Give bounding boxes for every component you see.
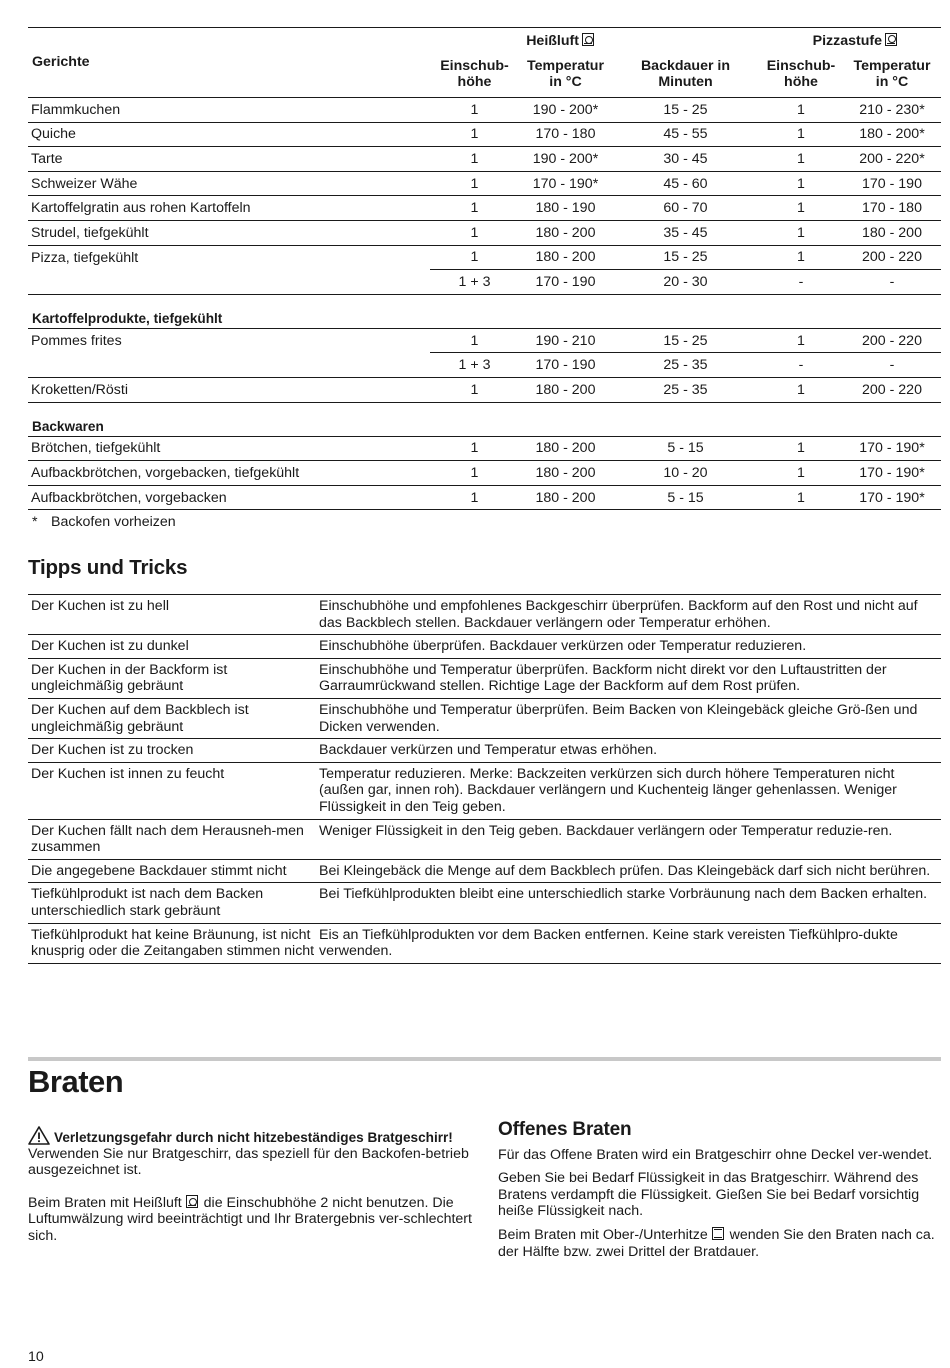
cell-h-level: 1 bbox=[430, 196, 519, 221]
tip-solution: Backdauer verkürzen und Temperatur etwas erhöhen. bbox=[319, 742, 658, 759]
cell-duration: 15 - 25 bbox=[612, 328, 759, 353]
cell-h-level: 1 bbox=[430, 485, 519, 510]
section-potato-products-label: Kartoffelprodukte, tiefgekühlt bbox=[28, 294, 941, 328]
cell-h-temp: 180 - 200 bbox=[519, 485, 612, 510]
cell-p-temp: - bbox=[843, 353, 941, 378]
braten-left-column bbox=[28, 1126, 473, 1244]
cell-p-level: 1 bbox=[759, 147, 843, 172]
table-row bbox=[28, 461, 941, 486]
baking-table bbox=[28, 27, 941, 510]
tips-title: Tipps und Tricks bbox=[28, 556, 188, 579]
cell-dish bbox=[28, 270, 430, 295]
cell-dish: Aufbackbrötchen, vorgebacken bbox=[28, 485, 430, 510]
col-header-temp-heissluft bbox=[519, 52, 612, 98]
footnote-text: Backofen vorheizen bbox=[51, 514, 176, 530]
tip-solution: Einschubhöhe überprüfen. Backdauer verkürzen oder Temperatur reduzieren. bbox=[319, 638, 807, 655]
cell-p-level: 1 bbox=[759, 377, 843, 402]
cell-h-temp: 180 - 200 bbox=[519, 436, 612, 461]
col-header-level-line2: höhe bbox=[784, 74, 818, 91]
col-header-level-heissluft bbox=[430, 52, 519, 98]
tip-problem: Der Kuchen auf dem Backblech ist ungleichmäßig gebräunt bbox=[31, 701, 249, 735]
cell-duration: 25 - 35 bbox=[612, 353, 759, 378]
cell-p-level: 1 bbox=[759, 122, 843, 147]
col-header-temp-line2: in °C bbox=[875, 74, 909, 91]
cell-h-temp: 180 - 200 bbox=[519, 220, 612, 245]
col-header-temp-line1: Temperatur bbox=[527, 58, 604, 75]
cell-h-level: 1 bbox=[430, 461, 519, 486]
offenes-braten-title: Offenes Braten bbox=[498, 1119, 632, 1140]
cell-dish: Kroketten/Rösti bbox=[28, 377, 430, 402]
tip-problem: Tiefkühlprodukt ist nach dem Backen unterschiedlich stark gebräunt bbox=[31, 886, 264, 919]
warning-title: Verletzungsgefahr durch nicht hitzebeständiges Bratgeschirr! bbox=[54, 1130, 453, 1145]
cell-h-temp: 180 - 200 bbox=[519, 245, 612, 270]
col-header-duration bbox=[612, 52, 759, 98]
cell-h-level: 1 bbox=[430, 436, 519, 461]
cell-p-temp: 180 - 200* bbox=[843, 122, 941, 147]
table-row bbox=[28, 122, 941, 147]
cell-h-level: 1 bbox=[430, 171, 519, 196]
cell-dish: Brötchen, tiefgekühlt bbox=[28, 436, 430, 461]
table-column-header bbox=[28, 52, 941, 98]
tip-solution: Temperatur reduzieren. Merke: Backzeiten verkürzen sich durch höhere Temperaturen nicht (außen gar, innen roh). Backdauer verlängern und Kuchenteig länger gehenlassen. Weniger Flüssigkeit in den Teig geben. bbox=[319, 765, 897, 815]
cell-dish: Aufbackbrötchen, vorgebacken, tiefgekühlt bbox=[28, 461, 430, 486]
table-row bbox=[28, 196, 941, 221]
table-group-header bbox=[28, 28, 941, 52]
cell-h-temp: 170 - 190* bbox=[519, 171, 612, 196]
hot-air-fan-icon bbox=[186, 1195, 198, 1208]
tips-row bbox=[28, 859, 941, 883]
tip-solution: Einschubhöhe und Temperatur überprüfen. Backform nicht direkt vor den Luftaustritten der Garraumrückwand stellen. Richtige Lage der Backform auf dem Rost prüfen. bbox=[319, 661, 887, 695]
heissluft-note bbox=[28, 1195, 473, 1245]
tips-row bbox=[28, 635, 941, 659]
cell-duration: 5 - 15 bbox=[612, 436, 759, 461]
group-pizzastufe bbox=[759, 28, 941, 52]
tip-solution: Weniger Flüssigkeit in den Teig geben. Backdauer verlängern oder Temperatur reduzie-ren. bbox=[319, 822, 893, 839]
cell-dish: Quiche bbox=[28, 122, 430, 147]
tip-problem: Der Kuchen in der Backform ist ungleichmäßig gebräunt bbox=[31, 661, 228, 695]
tip-solution: Einschubhöhe und Temperatur überprüfen. Beim Backen von Kleingebäck gleiche Grö-ßen und Dicken verwenden. bbox=[319, 701, 918, 735]
table-row bbox=[28, 485, 941, 510]
cell-dish: Schweizer Wähe bbox=[28, 171, 430, 196]
tips-row bbox=[28, 698, 941, 738]
cell-h-level: 1 bbox=[430, 98, 519, 123]
cell-p-level: 1 bbox=[759, 220, 843, 245]
cell-h-level: 1 + 3 bbox=[430, 353, 519, 378]
col-header-level-line2: höhe bbox=[457, 74, 492, 91]
cell-duration: 60 - 70 bbox=[612, 196, 759, 221]
tip-problem: Der Kuchen ist zu trocken bbox=[31, 742, 194, 759]
cell-p-temp: 200 - 220* bbox=[843, 147, 941, 172]
cell-h-temp: 180 - 200 bbox=[519, 377, 612, 402]
heissluft-note-b: die Einschubhöhe 2 nicht benutzen. Die Luftumwälzung wird beeinträchtigt und Ihr Bratergebnis ver-schlechtert sich. bbox=[28, 1194, 472, 1244]
offenes-paragraph-3a: Beim Braten mit Ober-/Unterhitze bbox=[498, 1226, 708, 1243]
cell-duration: 5 - 15 bbox=[612, 485, 759, 510]
tips-row bbox=[28, 739, 941, 763]
tip-problem: Der Kuchen ist zu dunkel bbox=[31, 638, 189, 655]
col-header-level-line1: Einschub- bbox=[440, 58, 509, 75]
table-row bbox=[28, 328, 941, 353]
warning-heading bbox=[28, 1126, 473, 1146]
tips-row bbox=[28, 819, 941, 859]
tip-problem: Der Kuchen fällt nach dem Herausneh-men zusammen bbox=[31, 822, 304, 856]
col-header-duration-line1: Backdauer in bbox=[640, 58, 731, 75]
cell-duration: 45 - 60 bbox=[612, 171, 759, 196]
cell-p-level: - bbox=[759, 270, 843, 295]
section-bakery-label: Backwaren bbox=[28, 402, 941, 436]
section-bakery bbox=[28, 402, 941, 436]
cell-h-temp: 180 - 200 bbox=[519, 461, 612, 486]
cell-dish: Pommes frites bbox=[31, 332, 122, 349]
section-potato-products bbox=[28, 294, 941, 328]
cell-dish: Pizza, tiefgekühlt bbox=[31, 249, 139, 266]
tip-solution: Bei Kleingebäck die Menge auf dem Backblech prüfen. Das Kleingebäck darf sich nicht berühren. bbox=[319, 862, 931, 879]
offenes-paragraph-2: Geben Sie bei Bedarf Flüssigkeit in das Bratgeschirr. Während des Bratens verdampft die Flüssigkeit. Gießen Sie bei Bedarf vorsichtig heiße Flüssigkeit nach. bbox=[498, 1170, 920, 1220]
table-row bbox=[28, 245, 941, 270]
cell-h-temp: 170 - 190 bbox=[519, 270, 612, 295]
col-header-temp-line2: in °C bbox=[549, 74, 582, 91]
cell-h-temp: 190 - 200* bbox=[519, 147, 612, 172]
cell-h-temp: 190 - 200* bbox=[519, 98, 612, 123]
cell-p-temp: 170 - 190 bbox=[843, 171, 941, 196]
cell-p-temp: 170 - 190* bbox=[843, 461, 941, 486]
col-header-dish: Gerichte bbox=[32, 53, 90, 70]
cell-h-level: 1 + 3 bbox=[430, 270, 519, 295]
col-header-level-pizza bbox=[759, 52, 843, 98]
braten-title: Braten bbox=[28, 1064, 124, 1099]
cell-p-temp: - bbox=[843, 270, 941, 295]
tips-row bbox=[28, 762, 941, 819]
cell-p-level: 1 bbox=[759, 245, 843, 270]
page-number: 10 bbox=[28, 1349, 44, 1365]
cell-p-temp: 170 - 190* bbox=[843, 485, 941, 510]
cell-dish bbox=[28, 353, 430, 378]
warning-text: Verwenden Sie nur Bratgeschirr, das speziell für den Backofen-betrieb ausgezeichnet ist. bbox=[28, 1145, 469, 1179]
tip-solution: Bei Tiefkühlprodukten bleibt eine unterschiedlich starke Vorbräunung nach dem Backen erhalten. bbox=[319, 886, 928, 903]
cell-p-temp: 180 - 200 bbox=[843, 220, 941, 245]
col-header-duration-line2: Minuten bbox=[658, 74, 713, 91]
tips-row bbox=[28, 658, 941, 698]
group-heissluft bbox=[430, 28, 612, 52]
cell-p-level: 1 bbox=[759, 436, 843, 461]
table-row bbox=[28, 220, 941, 245]
tip-problem: Tiefkühlprodukt hat keine Bräunung, ist nicht knusprig oder die Zeitangaben stimmen nicht bbox=[31, 926, 315, 960]
cell-p-level: 1 bbox=[759, 328, 843, 353]
pizza-setting-icon bbox=[885, 33, 897, 46]
braten-right-column bbox=[498, 1119, 943, 1267]
col-header-level-line1: Einschub- bbox=[766, 58, 836, 75]
cell-duration: 10 - 20 bbox=[612, 461, 759, 486]
cell-h-level: 1 bbox=[430, 220, 519, 245]
cell-p-temp: 210 - 230* bbox=[843, 98, 941, 123]
tips-row bbox=[28, 923, 941, 963]
cell-p-level: 1 bbox=[759, 196, 843, 221]
cell-h-temp: 170 - 190 bbox=[519, 353, 612, 378]
cell-p-temp: 170 - 190* bbox=[843, 436, 941, 461]
cell-duration: 15 - 25 bbox=[612, 245, 759, 270]
cell-duration: 20 - 30 bbox=[612, 270, 759, 295]
footnote-marker: * bbox=[32, 514, 38, 530]
table-footnote bbox=[32, 514, 176, 530]
tip-problem: Die angegebene Backdauer stimmt nicht bbox=[31, 862, 287, 879]
cell-h-level: 1 bbox=[430, 122, 519, 147]
cell-p-temp: 170 - 180 bbox=[843, 196, 941, 221]
section-divider bbox=[28, 1057, 941, 1061]
cell-dish: Tarte bbox=[28, 147, 430, 172]
cell-p-temp: 200 - 220 bbox=[843, 328, 941, 353]
offenes-paragraph-3b: wenden Sie den Braten nach ca. der Hälfte bzw. zwei Drittel der Bratdauer. bbox=[498, 1226, 935, 1260]
cell-h-level: 1 bbox=[430, 377, 519, 402]
cell-h-level: 1 bbox=[430, 245, 519, 270]
table-row bbox=[28, 436, 941, 461]
cell-p-level: - bbox=[759, 353, 843, 378]
cell-dish: Strudel, tiefgekühlt bbox=[28, 220, 430, 245]
heissluft-note-a: Beim Braten mit Heißluft bbox=[28, 1194, 182, 1211]
tips-row bbox=[28, 883, 941, 923]
cell-duration: 25 - 35 bbox=[612, 377, 759, 402]
tip-problem: Der Kuchen ist innen zu feucht bbox=[31, 765, 225, 782]
cell-dish: Flammkuchen bbox=[28, 98, 430, 123]
warning-triangle-icon bbox=[28, 1126, 50, 1145]
cell-h-level: 1 bbox=[430, 147, 519, 172]
group-pizzastufe-label: Pizzastufe bbox=[812, 32, 882, 49]
cell-h-temp: 180 - 190 bbox=[519, 196, 612, 221]
tips-table bbox=[28, 594, 941, 964]
cell-p-level: 1 bbox=[759, 485, 843, 510]
cell-dish: Kartoffelgratin aus rohen Kartoffeln bbox=[28, 196, 430, 221]
cell-duration: 45 - 55 bbox=[612, 122, 759, 147]
cell-h-temp: 190 - 210 bbox=[519, 328, 612, 353]
cell-p-level: 1 bbox=[759, 98, 843, 123]
cell-p-level: 1 bbox=[759, 461, 843, 486]
tip-problem: Der Kuchen ist zu hell bbox=[31, 598, 170, 614]
hot-air-fan-icon bbox=[582, 33, 594, 46]
tips-row bbox=[28, 595, 941, 635]
cell-h-temp: 170 - 180 bbox=[519, 122, 612, 147]
tip-solution: Einschubhöhe und empfohlenes Backgeschirr überprüfen. Backform auf den Rost und nicht auf das Backblech stellen. Backdauer verlängern oder Temperatur erhöhen. bbox=[319, 598, 918, 631]
cell-p-temp: 200 - 220 bbox=[843, 377, 941, 402]
table-row bbox=[28, 147, 941, 172]
col-header-temp-pizza bbox=[843, 52, 941, 98]
top-bottom-heat-icon bbox=[712, 1227, 724, 1240]
table-row bbox=[28, 270, 941, 295]
table-row bbox=[28, 98, 941, 123]
cell-p-level: 1 bbox=[759, 171, 843, 196]
table-row bbox=[28, 353, 941, 378]
offenes-paragraph-1: Für das Offene Braten wird ein Bratgeschirr ohne Deckel ver-wendet. bbox=[498, 1146, 933, 1163]
col-header-temp-line1: Temperatur bbox=[853, 58, 931, 75]
table-row bbox=[28, 377, 941, 402]
cell-duration: 30 - 45 bbox=[612, 147, 759, 172]
group-heissluft-label: Heißluft bbox=[526, 32, 579, 49]
table-row bbox=[28, 171, 941, 196]
cell-duration: 35 - 45 bbox=[612, 220, 759, 245]
cell-duration: 15 - 25 bbox=[612, 98, 759, 123]
cell-h-level: 1 bbox=[430, 328, 519, 353]
cell-p-temp: 200 - 220 bbox=[843, 245, 941, 270]
tip-solution: Eis an Tiefkühlprodukten vor dem Backen entfernen. Keine stark vereisten Tiefkühlpro-dukte verwenden. bbox=[319, 926, 898, 960]
offenes-paragraph-3 bbox=[498, 1227, 943, 1260]
